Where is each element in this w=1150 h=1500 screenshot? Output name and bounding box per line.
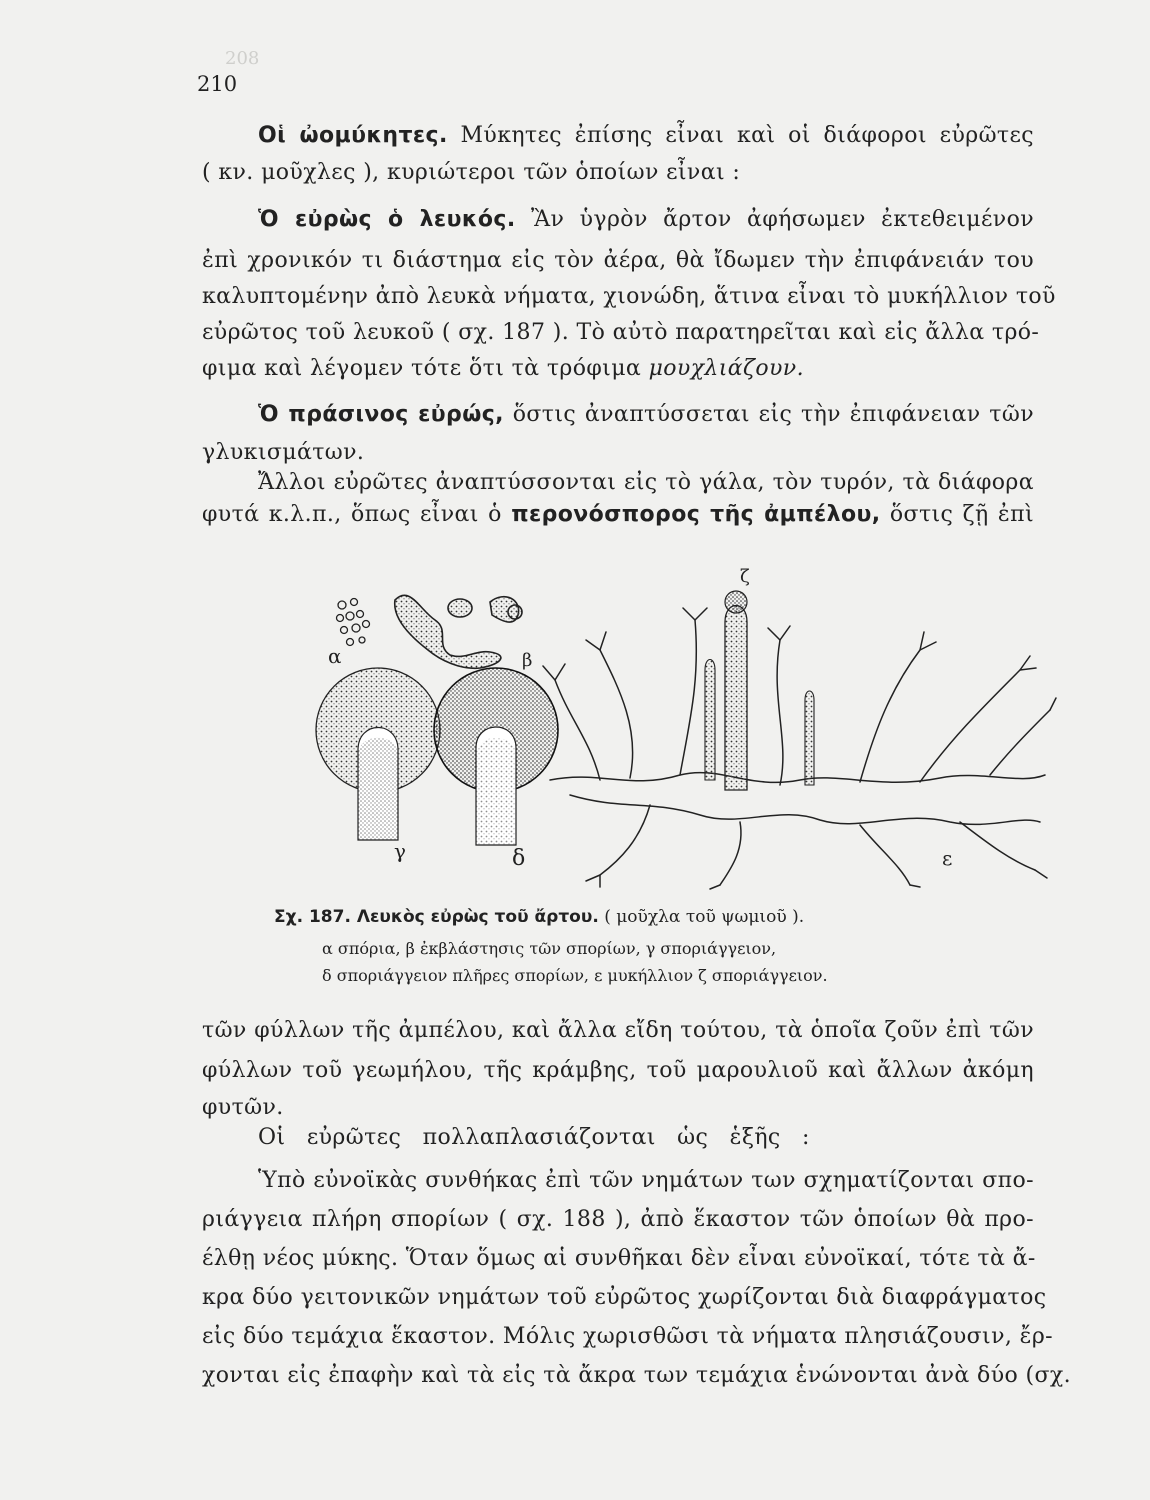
- label-zeta: ζ: [740, 566, 750, 587]
- sporangiophore-zeta-drawing: [705, 591, 814, 790]
- para2-line3: καλυπτομένην ἀπὸ λευκὰ νήματα, χιονώδη, ἅτινα εἶναι τὸ μυκήλλιον τοῦ: [202, 284, 1056, 309]
- figure-caption-heading: Σχ. 187. Λευκὸς εὐρὼς τοῦ ἄρτου.: [274, 907, 599, 927]
- para5-line3: φυτῶν.: [202, 1095, 284, 1120]
- label-delta: δ: [512, 846, 526, 871]
- label-alpha: α: [328, 644, 342, 668]
- para2-line2: ἐπὶ χρονικόν τι διάστημα εἰς τὸν ἀέρα, θὰ ἴδωμεν τὴν ἐπιφάνειάν του: [202, 248, 1034, 273]
- para1-line1-text: Μύκητες ἐπίσης εἶναι καὶ οἱ διάφοροι εὐρῶτες: [460, 123, 1034, 148]
- para2-line4: εὐρῶτος τοῦ λευκοῦ ( σχ. 187 ). Τὸ αὐτὸ παρατηρεῖται καὶ εἰς ἄλλα τρό-: [202, 320, 1040, 345]
- para7-line5: εἰς δύο τεμάχια ἕκαστον. Μόλις χωρισθῶσι τὰ νήματα πλησιάζουσιν, ἔρ-: [202, 1324, 1054, 1349]
- para2-line5: [202, 356, 804, 381]
- figure-caption-line1: [274, 907, 804, 927]
- para4-line2: [202, 502, 1034, 527]
- para1-line1: [258, 123, 1034, 148]
- para4-line1: Ἄλλοι εὐρῶτες ἀναπτύσσονται εἰς τὸ γάλα, τὸν τυρόν, τὰ διάφορα: [258, 470, 1034, 495]
- figure-caption-line3: δ σποριάγγειον πλῆρες σπορίων, ε μυκήλλιον ζ σποριάγγειον.: [322, 966, 828, 985]
- bleed-through-page-number: 208: [225, 48, 260, 69]
- para7-line4: κρα δύο γειτονικῶν νημάτων τοῦ εὐρῶτος χωρίζονται διὰ διαφράγματος: [202, 1285, 1047, 1310]
- figure-187-illustration: [300, 560, 1060, 890]
- para4-line2-text: φυτά κ.λ.π., ὅπως εἶναι ὁ: [202, 502, 502, 527]
- figure-caption-line2: α σπόρια, β ἐκβλάστησις τῶν σπορίων, γ σποριάγγειον,: [322, 939, 777, 958]
- para1-line2: ( κν. μοῦχλες ), κυριώτεροι τῶν ὁποίων εἶναι :: [202, 160, 741, 185]
- para5-line1: τῶν φύλλων τῆς ἀμπέλου, καὶ ἄλλα εἴδη τούτου, τὰ ὁποῖα ζοῦν ἐπὶ τῶν: [202, 1018, 1034, 1043]
- spores-drawing: [337, 599, 370, 646]
- peronospora-term: περονόσπορος τῆς ἀμπέλου,: [511, 502, 881, 527]
- para2-line1: [258, 207, 1034, 232]
- label-epsilon: ε: [942, 846, 953, 870]
- page-number: 210: [197, 72, 238, 96]
- para4-line2-tail: ὅστις ζῇ ἐπὶ: [889, 502, 1034, 527]
- germination-drawing: [395, 595, 522, 668]
- sporangium-gamma-drawing: [316, 668, 440, 840]
- para7-line6: χονται εἰς ἐπαφὴν καὶ τὰ εἰς τὰ ἄκρα των τεμάχια ἑνώνονται ἀνὰ δύο (σχ.: [202, 1363, 1072, 1388]
- figure-caption-paren: ( μοῦχλα τοῦ ψωμιοῦ ).: [604, 907, 805, 927]
- para7-line1: Ὑπὸ εὐνοϊκὰς συνθήκας ἐπὶ τῶν νημάτων των σχηματίζονται σπο-: [258, 1168, 1034, 1193]
- sporangium-delta-drawing: [434, 668, 558, 845]
- para3-line1: [258, 402, 1034, 427]
- para3-heading: Ὁ πράσινος εὐρώς,: [258, 402, 504, 427]
- para3-line1-text: ὅστις ἀναπτύσσεται εἰς τὴν ἐπιφάνειαν τῶν: [512, 402, 1034, 427]
- para5-line2: φύλλων τοῦ γεωμήλου, τῆς κράμβης, τοῦ μαρουλιοῦ καὶ ἄλλων ἀκόμη: [202, 1058, 1034, 1083]
- label-gamma: γ: [394, 839, 406, 863]
- para1-heading: Οἱ ὠομύκητες.: [258, 123, 448, 148]
- mycelium-drawing: [543, 608, 1056, 889]
- para2-emphasis: μουχλιάζουν.: [648, 356, 804, 381]
- para7-line2: ριάγγεια πλήρη σπορίων ( σχ. 188 ), ἀπὸ ἕκαστον τῶν ὁποίων θὰ προ-: [202, 1207, 1034, 1232]
- para2-heading: Ὁ εὐρὼς ὁ λευκός.: [258, 207, 516, 232]
- para6-line1: Οἱ εὐρῶτες πολλαπλασιάζονται ὡς ἑξῆς :: [258, 1125, 810, 1150]
- para2-line1-text: Ἂν ὑγρὸν ἄρτον ἀφήσωμεν ἐκτεθειμένον: [530, 207, 1034, 232]
- label-beta: β: [522, 650, 533, 671]
- para3-line2: γλυκισμάτων.: [202, 440, 365, 465]
- para2-line5-text: φιμα καὶ λέγομεν τότε ὅτι τὰ τρόφιμα: [202, 356, 642, 381]
- para7-line3: έλθῃ νέος μύκης. Ὅταν ὅμως αἱ συνθῆκαι δὲν εἶναι εὐνοϊκαί, τότε τὰ ἄ-: [202, 1246, 1036, 1271]
